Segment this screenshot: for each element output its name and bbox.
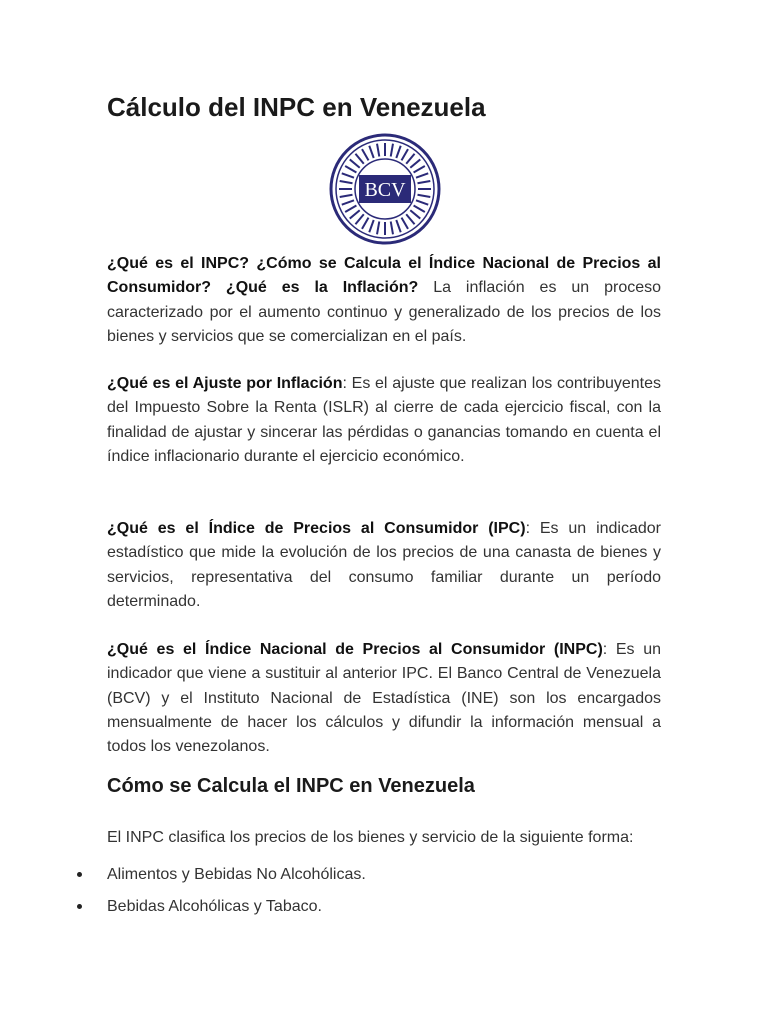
paragraph-ipc-heading: ¿Qué es el Índice de Precios al Consumidor (IPC)	[107, 520, 526, 537]
paragraph-inpc-def-body: : Es un indicador que viene a sustituir al anterior IPC. El Banco Central de Venezuela (BCV) y el Instituto Nacional de Estadística (INE) son los encargados mensualmente de hacer los cálculos y difundir la información mensual a todos los venezolanos.	[107, 641, 662, 756]
list-item-label: Alimentos y Bebidas No Alcohólicas.	[107, 866, 366, 883]
paragraph-ipc-body: : Es un indicador estadístico que mide la evolución de los precios de una canasta de bienes y servicios, representativa del consumo familiar durante un período determinado.	[107, 520, 661, 610]
paragraph-inpc	[107, 252, 661, 349]
bullet-icon	[77, 872, 82, 877]
paragraph-inpc-def-heading: ¿Qué es el Índice Nacional de Precios al Consumidor (INPC)	[107, 641, 603, 658]
paragraph-inpc-body: La inflación es un proceso caracterizado por el aumento continuo y generalizado de los precios de los bienes y servicios que se comercializan en el país.	[107, 279, 662, 345]
paragraph-inpc-heading: ¿Qué es el INPC? ¿Cómo se Calcula el Índice Nacional de Precios al Consumidor? ¿Qué es la Inflación?	[107, 255, 661, 297]
paragraph-ipc	[107, 517, 661, 614]
list-item-label: Bebidas Alcohólicas y Tabaco.	[107, 898, 322, 915]
section-heading: Cómo se Calcula el INPC en Venezuela	[107, 775, 475, 797]
paragraph-ajuste-body: : Es el ajuste que realizan los contribuyentes del Impuesto Sobre la Renta (ISLR) al cierre de cada ejercicio fiscal, con la finalidad de ajustar y sincerar las pérdidas o ganancias tomando en cuenta el índice inflacionario durante el ejercicio económico.	[107, 375, 662, 465]
bcv-logo	[329, 133, 441, 245]
paragraph-ajuste	[107, 372, 661, 469]
paragraph-inpc-def	[107, 638, 661, 759]
page-title: Cálculo del INPC en Venezuela	[107, 92, 486, 122]
svg-text:BCV: BCV	[364, 179, 406, 201]
intro-text: El INPC clasifica los precios de los bienes y servicio de la siguiente forma:	[107, 829, 634, 846]
bullet-icon	[77, 904, 82, 909]
paragraph-ajuste-heading: ¿Qué es el Ajuste por Inflación	[107, 375, 343, 392]
